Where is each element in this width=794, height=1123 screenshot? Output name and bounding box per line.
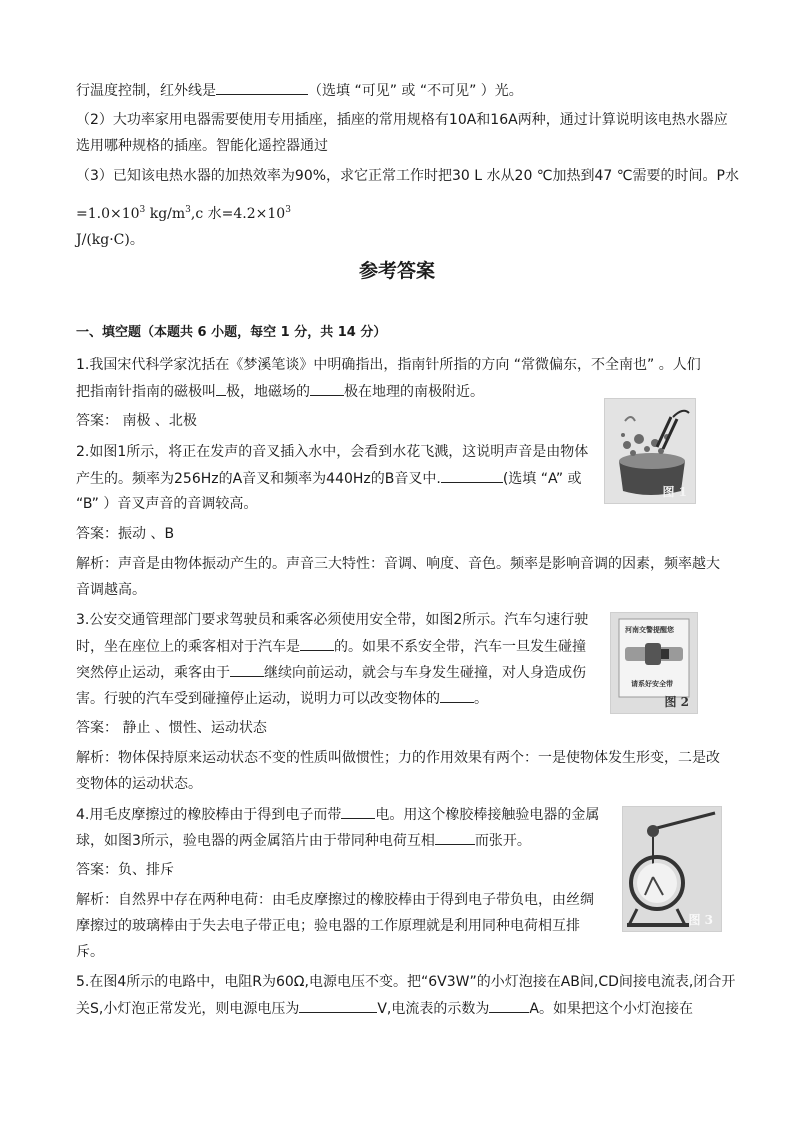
q2-line-1: 2.如图1所示，将正在发声的音叉插入水中，会看到水花飞溅，这说明声音是由物体 <box>76 444 589 460</box>
q3-answer: 答案： 静止 、惯性、运动状态 <box>76 720 267 736</box>
answer-blank <box>230 662 264 677</box>
figure-2-caption: 图 2 <box>664 695 689 709</box>
figure-3-electroscope-image <box>622 806 722 932</box>
answer-title: 参考答案 <box>358 260 435 282</box>
answer-blank <box>440 688 474 703</box>
q2-line-2: 产生的。频率为256Hz的A音叉和频率为440Hz的B音叉中. (选填 “A” 或 <box>76 468 582 489</box>
q2-line-3: “B” ）音叉声音的音调较高。 <box>76 496 258 512</box>
q3-line-1: 3.公安交通管理部门要求驾驶员和乘客必须使用安全带，如图2所示。汽车匀速行驶 <box>76 612 589 628</box>
question-continuation-line-2: （2）大功率家用电器需要使用专用插座，插座的常用规格有10A和16A两种，通过计算说明该电热水器应 <box>76 112 728 128</box>
section-heading: 一、填空题（本题共 6 小题，每空 1 分，共 14 分） <box>76 325 387 340</box>
question-continuation-line-3: 选用哪种规格的插座。智能化遥控器通过 <box>76 138 328 154</box>
q4-line-2: 球，如图3所示，验电器的两金属箔片由于带同种电荷互相 而张开。 <box>76 830 531 851</box>
answer-blank <box>216 80 308 95</box>
q1-line-1: 1.我国宋代科学家沈括在《梦溪笔谈》中明确指出，指南针所指的方向 “常微偏东，不全南也” 。人们 <box>76 357 701 373</box>
q2-answer: 答案：振动 、B <box>76 526 175 542</box>
answer-blank <box>435 830 475 845</box>
q5-line-2: 关S,小灯泡正常发光，则电源电压为 V,电流表的示数为 A。如果把这个小灯泡接在 <box>76 998 693 1019</box>
question-continuation-line-4: （3）已知该电热水器的加热效率为90%，求它正常工作时把30 L 水从20 ℃加热到47 ℃需要的时间。P水 <box>76 168 739 184</box>
q4-analysis-line-2: 摩擦过的玻璃棒由于失去电子带正电；验电器的工作原理就是利用同种电荷相互排 <box>76 918 580 934</box>
figure-2-seatbelt-sign-image <box>610 612 698 714</box>
q4-answer: 答案：负、排斥 <box>76 862 174 878</box>
question-continuation-line-6: J/(kg·C)。 <box>76 232 144 248</box>
figure-2-top-text: 河南交警提醒您 <box>625 626 674 634</box>
q3-line-2: 时，坐在座位上的乘客相对于汽车是 的。如果不系安全带，汽车一旦发生碰撞 <box>76 636 586 657</box>
figure-1-caption: 图 1 <box>662 485 687 499</box>
q2-analysis-line-2: 音调越高。 <box>76 582 146 598</box>
q5-line-1: 5.在图4所示的电路中，电阻R为60Ω,电源电压不变。把“6V3W”的小灯泡接在AB间,CD间接电流表,闭合开 <box>76 974 736 990</box>
answer-blank <box>441 468 503 483</box>
answer-blank <box>310 381 344 396</box>
q1-answer: 答案： 南极 、北极 <box>76 413 197 429</box>
figure-1-tuning-fork-image <box>604 398 696 504</box>
q4-line-1: 4.用毛皮摩擦过的橡胶棒由于得到电子而带 电。用这个橡胶棒接触验电器的金属 <box>76 804 599 825</box>
answer-blank <box>341 804 375 819</box>
figure-2-bottom-text: 请系好安全带 <box>631 680 673 688</box>
answer-blank <box>299 998 377 1013</box>
q3-line-4: 害。行驶的汽车受到碰撞停止运动，说明力可以改变物体的 。 <box>76 688 488 709</box>
question-continuation-line-5: $=1.0\times 10^3$ $kg/m^3,c$ 水$=4.2\times 10^3$ <box>76 205 291 222</box>
q3-analysis-line-1: 解析：物体保持原来运动状态不变的性质叫做惯性；力的作用效果有两个：一是使物体发生形变，二是改 <box>76 750 720 766</box>
answer-blank <box>300 636 334 651</box>
q2-analysis-line-1: 解析：声音是由物体振动产生的。声音三大特性：音调、响度、音色。频率是影响音调的因素，频率越大 <box>76 556 720 572</box>
q3-line-3: 突然停止运动，乘客由于 继续向前运动，就会与车身发生碰撞，对人身造成伤 <box>76 662 586 683</box>
figure-3-caption: 图 3 <box>688 913 713 927</box>
q3-analysis-line-2: 变物体的运动状态。 <box>76 776 202 792</box>
answer-blank <box>489 998 529 1013</box>
answer-blank <box>216 381 226 396</box>
question-continuation-line-1: 行温度控制，红外线是 （选填 “可见” 或 “不可见” ）光。 <box>76 80 523 101</box>
q1-line-2: 把指南针指南的磁极叫 极，地磁场的 极在地理的南极附近。 <box>76 381 484 402</box>
q4-analysis-line-3: 斥。 <box>76 944 104 960</box>
q4-analysis-line-1: 解析：自然界中存在两种电荷：由毛皮摩擦过的橡胶棒由于得到电子带负电，由丝绸 <box>76 892 594 908</box>
